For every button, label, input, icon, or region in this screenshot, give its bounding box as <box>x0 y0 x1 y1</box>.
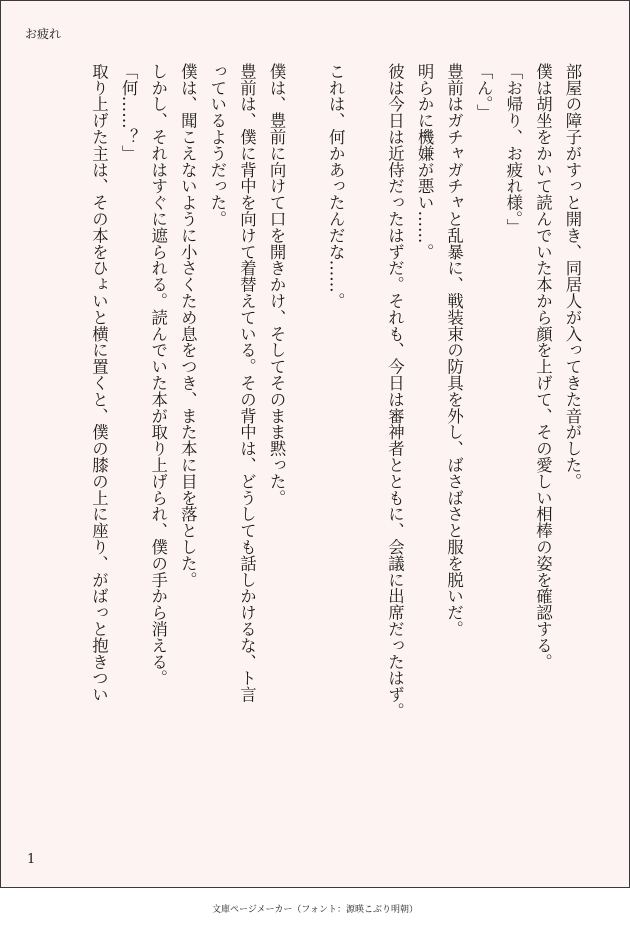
text-line: 僕は胡坐をかいて読んでいた本から顔を上げて、その愛しい相棒の姿を確認する。 <box>533 63 553 670</box>
page-number: 1 <box>27 852 36 867</box>
vertical-text-body <box>84 63 587 863</box>
text-line: 明らかに機嫌が悪い……。 <box>415 63 435 260</box>
text-line: っているようだった。 <box>207 63 227 227</box>
text-line: これは、何かあったんだな……。 <box>326 63 346 309</box>
text-line: 豊前は、僕に背中を向けて着替えている。その背中は、どうしても話しかけるな、ト言 <box>237 63 257 703</box>
blank-line <box>291 63 321 863</box>
text-line: 豊前はガチャガチャと乱暴に、戦装束の防具を外し、ばさばさと服を脱いだ。 <box>444 63 464 637</box>
footer-credit: 文庫ページメーカー（フォント：源暎こぶり明朝） <box>212 905 418 915</box>
blank-line <box>350 63 380 863</box>
text-line: 彼は今日は近侍だったはずだ。それも、今日は審神者とともに、会議に出席だったはず。 <box>385 63 405 719</box>
text-line: 取り上げた主は、その本をひょいと横に置くと、僕の膝の上に座り、がばっと抱きつい <box>89 63 109 703</box>
text-line: 「ん。」 <box>474 63 494 121</box>
text-line: 僕は、聞こえないように小さくため息をつき、また本に目を落とした。 <box>178 63 198 588</box>
page-title: お疲れ <box>25 27 62 41</box>
text-line: 部屋の障子がすっと開き、同居人が入ってきた音がした。 <box>563 63 582 490</box>
text-line: 「何……？」 <box>119 63 139 162</box>
text-line: 「お帰り、お疲れ様。」 <box>503 63 523 236</box>
text-line: 僕は、豊前に向けて口を開きかけ、そしてそのまま黙った。 <box>267 63 287 506</box>
text-line: しかし、それはすぐに遮られる。読んでいた本が取り上げられ、僕の手から消える。 <box>148 63 168 687</box>
